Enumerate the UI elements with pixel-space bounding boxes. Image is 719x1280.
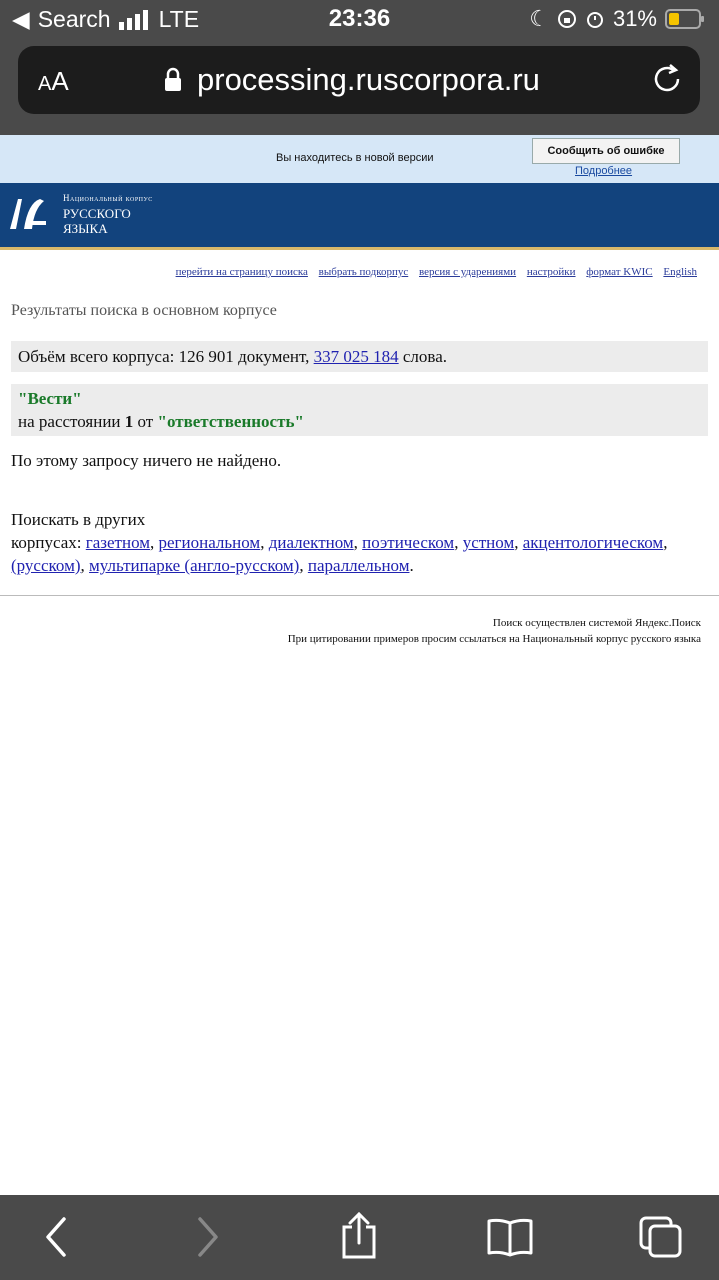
- query-word-2: "ответственность": [157, 412, 304, 431]
- corpus-size-suffix: слова.: [398, 347, 448, 366]
- corpus-size-box: [11, 341, 708, 372]
- logo-text[interactable]: [63, 191, 153, 236]
- page-title: Результаты поиска в основном корпусе: [11, 302, 277, 319]
- other-corpora-line3: (русском), мультипарке (англо-русском), параллельном.: [11, 556, 414, 575]
- corpus-size-text: [18, 347, 447, 367]
- report-error-button[interactable]: Сообщить об ошибке: [532, 138, 680, 164]
- corpus-size-prefix: Объём всего корпуса: 126 901 документ,: [18, 347, 314, 366]
- query-distance-mid: от: [133, 412, 158, 431]
- browser-toolbar: [0, 1195, 719, 1280]
- logo-line2: РУССКОГО: [63, 206, 131, 221]
- version-notice: [0, 135, 719, 183]
- other-corpora-prefix: корпусах:: [11, 533, 86, 552]
- browser-chrome: [0, 40, 719, 135]
- query-distance-value: 1: [124, 412, 134, 431]
- corpus-link-poetic[interactable]: поэтическом: [362, 533, 455, 552]
- signal-icon: [119, 10, 151, 30]
- address-bar[interactable]: [18, 46, 700, 114]
- corpus-words-link[interactable]: 337 025 184: [313, 347, 399, 366]
- top-nav: [0, 266, 697, 278]
- network-label: LTE: [158, 6, 200, 32]
- url-display[interactable]: [163, 62, 540, 98]
- moon-icon: ☾: [529, 6, 549, 31]
- battery-label: 31%: [612, 6, 657, 31]
- bookmarks-icon[interactable]: [486, 1217, 534, 1257]
- nav-settings[interactable]: настройки: [526, 266, 576, 278]
- footer-line1: Поиск осуществлен системой Яндекс.Поиск: [492, 617, 701, 629]
- back-icon[interactable]: [40, 1215, 74, 1259]
- other-corpora: [11, 508, 719, 577]
- corpus-link-multiparc[interactable]: мультипарке (англо-русском): [89, 556, 300, 575]
- footer-divider: [0, 595, 719, 596]
- alarm-icon: [585, 9, 605, 29]
- back-app-label[interactable]: Search: [37, 6, 111, 32]
- nav-kwic-format[interactable]: формат KWIC: [586, 266, 653, 278]
- nav-accent-version[interactable]: версия с ударениями: [419, 266, 517, 278]
- query-box: [11, 384, 708, 436]
- other-corpora-line2: корпусах: газетном, региональном, диалектном, поэтическом, устном, акцентологическом,: [11, 533, 668, 552]
- corpus-link-spoken[interactable]: устном: [462, 533, 515, 552]
- status-left: [12, 6, 199, 33]
- corpus-link-accent[interactable]: акцентологическом: [522, 533, 664, 552]
- corpus-logo-icon[interactable]: [6, 193, 50, 235]
- status-right: [529, 6, 705, 32]
- back-arrow-icon[interactable]: ◀: [12, 6, 30, 32]
- corpus-link-newspaper[interactable]: газетном: [85, 533, 151, 552]
- footer-line2: При цитировании примеров просим ссылаться на Национальный корпус русского языка: [287, 633, 701, 645]
- other-corpora-line1: Поискать в других: [11, 510, 146, 529]
- clock: 23:36: [328, 5, 391, 32]
- query-word-1: [18, 389, 82, 409]
- lock-icon: [163, 67, 183, 93]
- reload-icon[interactable]: [650, 62, 684, 96]
- more-info-link[interactable]: Подробнее: [575, 165, 633, 177]
- corpus-link-regional[interactable]: региональном: [158, 533, 261, 552]
- forward-icon[interactable]: [190, 1215, 224, 1259]
- corpus-link-russian[interactable]: (русском): [11, 556, 81, 575]
- battery-icon: [665, 9, 705, 29]
- no-results-message: По этому запросу ничего не найдено.: [11, 451, 282, 470]
- status-bar: [0, 0, 719, 40]
- query-distance-prefix: на расстоянии: [18, 412, 125, 431]
- rotation-lock-icon: [557, 9, 577, 29]
- nav-search-page[interactable]: перейти на страницу поиска: [175, 266, 308, 278]
- logo-line3: ЯЗЫКА: [63, 221, 108, 236]
- nav-select-subcorpus[interactable]: выбрать подкорпус: [318, 266, 409, 278]
- corpus-link-parallel[interactable]: параллельном: [307, 556, 410, 575]
- corpus-link-dialect[interactable]: диалектном: [268, 533, 354, 552]
- site-header: [0, 183, 719, 250]
- url-text: processing.ruscorpora.ru: [197, 62, 540, 97]
- nav-english[interactable]: English: [663, 266, 697, 278]
- query-distance: [18, 412, 304, 432]
- query-word-1-text: "Вести": [18, 389, 82, 408]
- logo-line1: Национальный корпус: [63, 193, 153, 203]
- footer: [288, 615, 701, 647]
- notice-text: Вы находитесь в новой версии: [276, 152, 434, 164]
- tabs-icon[interactable]: [638, 1215, 684, 1259]
- share-icon[interactable]: [338, 1211, 380, 1261]
- text-size-button[interactable]: AA: [38, 66, 69, 96]
